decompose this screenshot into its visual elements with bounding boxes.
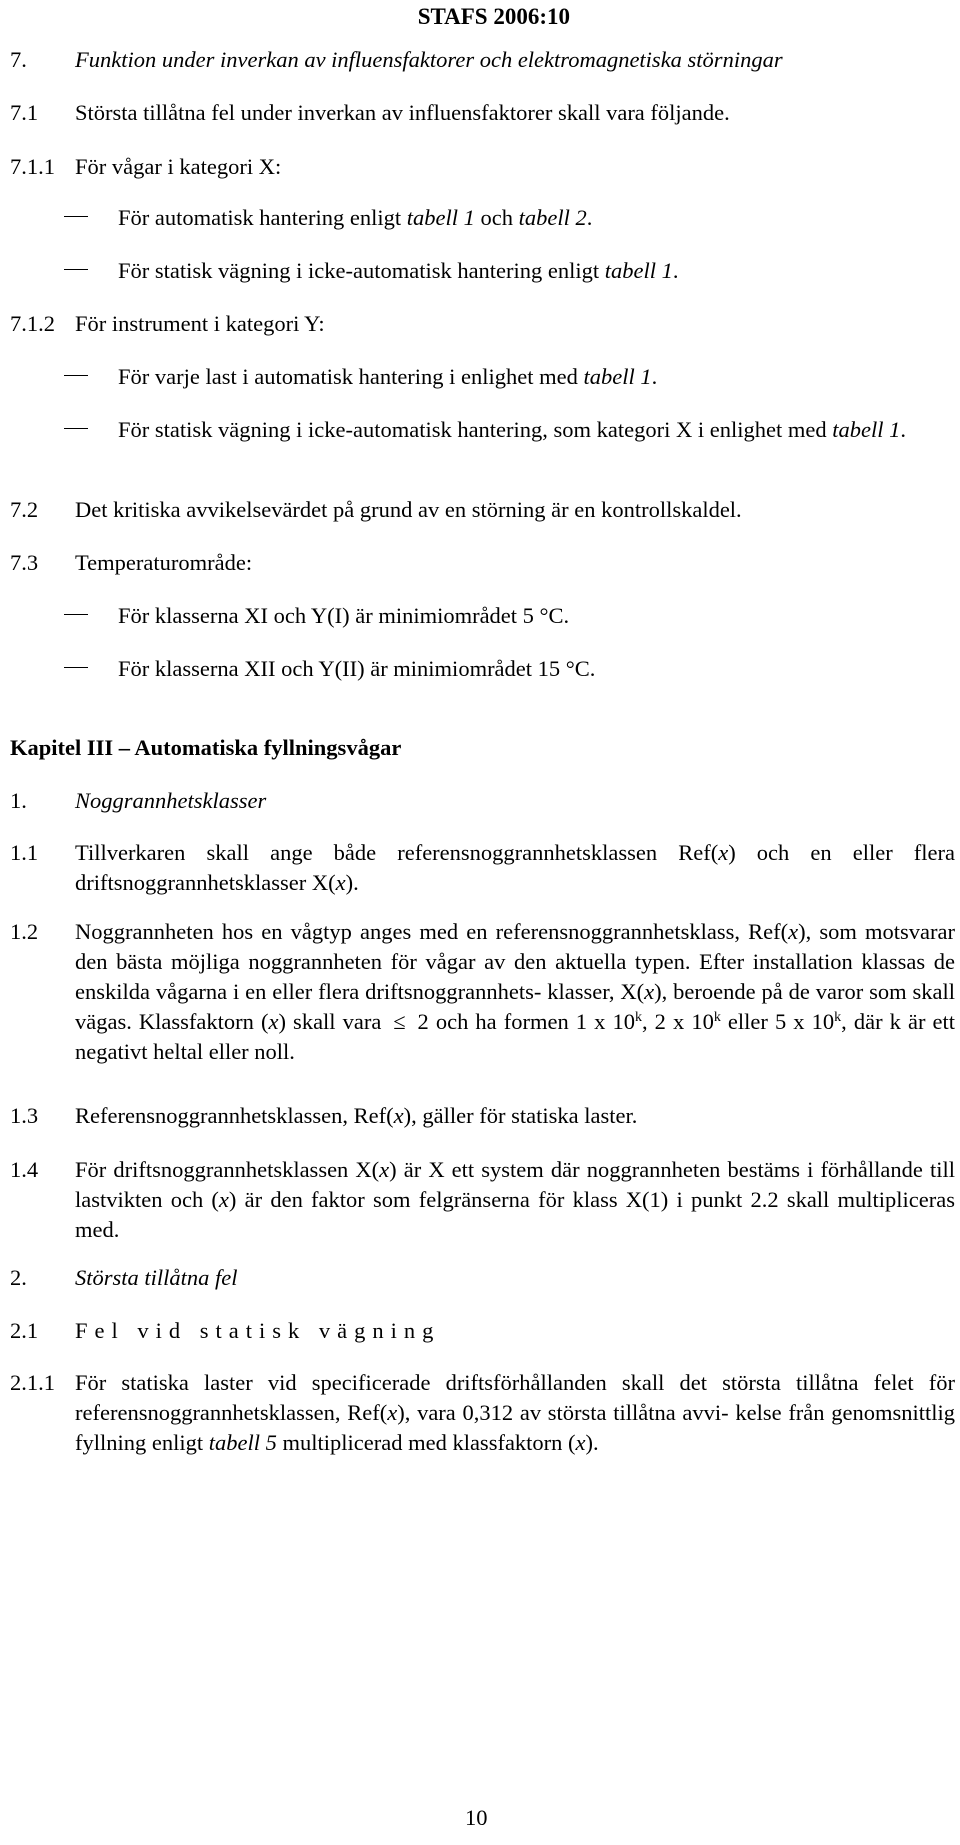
list-item: För varje last i automatisk hantering i enlighet med tabell 1. [118, 364, 658, 389]
list-dash [64, 269, 88, 270]
chapter-heading: Kapitel III – Automatiska fyllningsvågar [10, 735, 402, 760]
paragraph: För statiska laster vid specificerade driftsförhållanden skall det största tillåtna felet för referensnoggrannhetsklassen, Ref(x), vara 0,312 av största tillåtna avvi- kelse från genomsnittlig fyllning enligt tabell 5 multiplicerad med klassfaktorn (x). [75, 1370, 955, 1455]
document-id: STAFS 2006:10 [417, 4, 570, 29]
paragraph: För driftsnoggrannhetsklassen X(x) är X ett system där noggrannheten bestäms i förhållande till lastvikten och (x) är den faktor som felgränserna för klass X(1) i punkt 2.2 skall multipliceras med. [75, 1157, 955, 1242]
list-item: För klasserna XI och Y(I) är minimiområdet 5 °C. [118, 603, 570, 628]
table-reference: tabell 1 [832, 417, 901, 442]
section-number: 1.4 [10, 1157, 39, 1182]
section-number: 7.1.1 [10, 154, 55, 179]
list-dash [64, 667, 88, 668]
section-number: 2.1 [10, 1318, 39, 1343]
section-number: 1. [10, 788, 27, 813]
paragraph: För instrument i kategori Y: [75, 311, 325, 336]
list-dash [64, 614, 88, 615]
table-reference: tabell 2 [518, 205, 587, 230]
list-dash [64, 216, 88, 217]
paragraph: Noggrannheten hos en vågtyp anges med en referensnoggrannhetsklass, Ref(x), som motsvarar den bästa möjliga noggrannheten för vågar av den aktuella typen. Efter installation klassas de enskilda vågarna i en eller flera driftsnoggrannhets- klasser, X(x), beroende på de varor som skall vägas. Klassfaktorn (x) skall vara ≤ 2 och ha formen 1 x 10$^k$, 2 x 10$^k$ eller 5 x 10$^k$, där k är ett negativt heltal eller noll. [75, 919, 956, 1064]
list-item: För klasserna XII och Y(II) är minimiområdet 15 °C. [118, 656, 596, 681]
section-number: 7. [10, 47, 27, 72]
list-item: För statisk vägning i icke-automatisk hantering enligt tabell 1. [118, 258, 679, 283]
paragraph: Referensnoggrannhetsklassen, Ref(x), gäller för statiska laster. [75, 1103, 638, 1128]
list-dash [64, 428, 88, 429]
section-number: 7.1 [10, 100, 39, 125]
section-number: 2.1.1 [10, 1370, 55, 1395]
section-number: 7.3 [10, 550, 39, 575]
section-number: 2. [10, 1265, 27, 1290]
section-number: 1.1 [10, 840, 39, 865]
section-number: 1.3 [10, 1103, 39, 1128]
list-item: För automatisk hantering enligt tabell 1 och tabell 2. [118, 205, 593, 230]
paragraph: Det kritiska avvikelsevärdet på grund av en störning är en kontrollskaldel. [75, 497, 742, 522]
paragraph: Tillverkaren skall ange både referensnoggrannhetsklassen Ref(x) och en eller flera driftsnoggrannhetsklasser X(x). [75, 840, 955, 895]
paragraph: Temperaturområde: [75, 550, 253, 575]
section-title: Noggrannhetsklasser [75, 788, 267, 813]
section-number: 7.2 [10, 497, 39, 522]
section-title: Största tillåtna fel [75, 1265, 238, 1290]
list-item: För statisk vägning i icke-automatisk hantering, som kategori X i enlighet med tabell 1. [118, 417, 906, 442]
section-title: Fel vid statisk vägning [75, 1318, 441, 1343]
paragraph: För vågar i kategori X: [75, 154, 282, 179]
table-reference: tabell 1 [406, 205, 475, 230]
list-dash [64, 375, 88, 376]
less-or-equal-symbol: ≤ [393, 1009, 406, 1034]
section-number: 7.1.2 [10, 311, 55, 336]
page-number: 10 [465, 1805, 488, 1830]
section-title: Funktion under inverkan av influensfaktorer och elektromagnetiska störningar [75, 47, 783, 72]
section-number: 1.2 [10, 919, 39, 944]
table-reference: tabell 1 [604, 258, 673, 283]
paragraph: Största tillåtna fel under inverkan av influensfaktorer skall vara följande. [75, 100, 730, 125]
table-reference: tabell 5 [208, 1430, 277, 1455]
table-reference: tabell 1 [583, 364, 652, 389]
